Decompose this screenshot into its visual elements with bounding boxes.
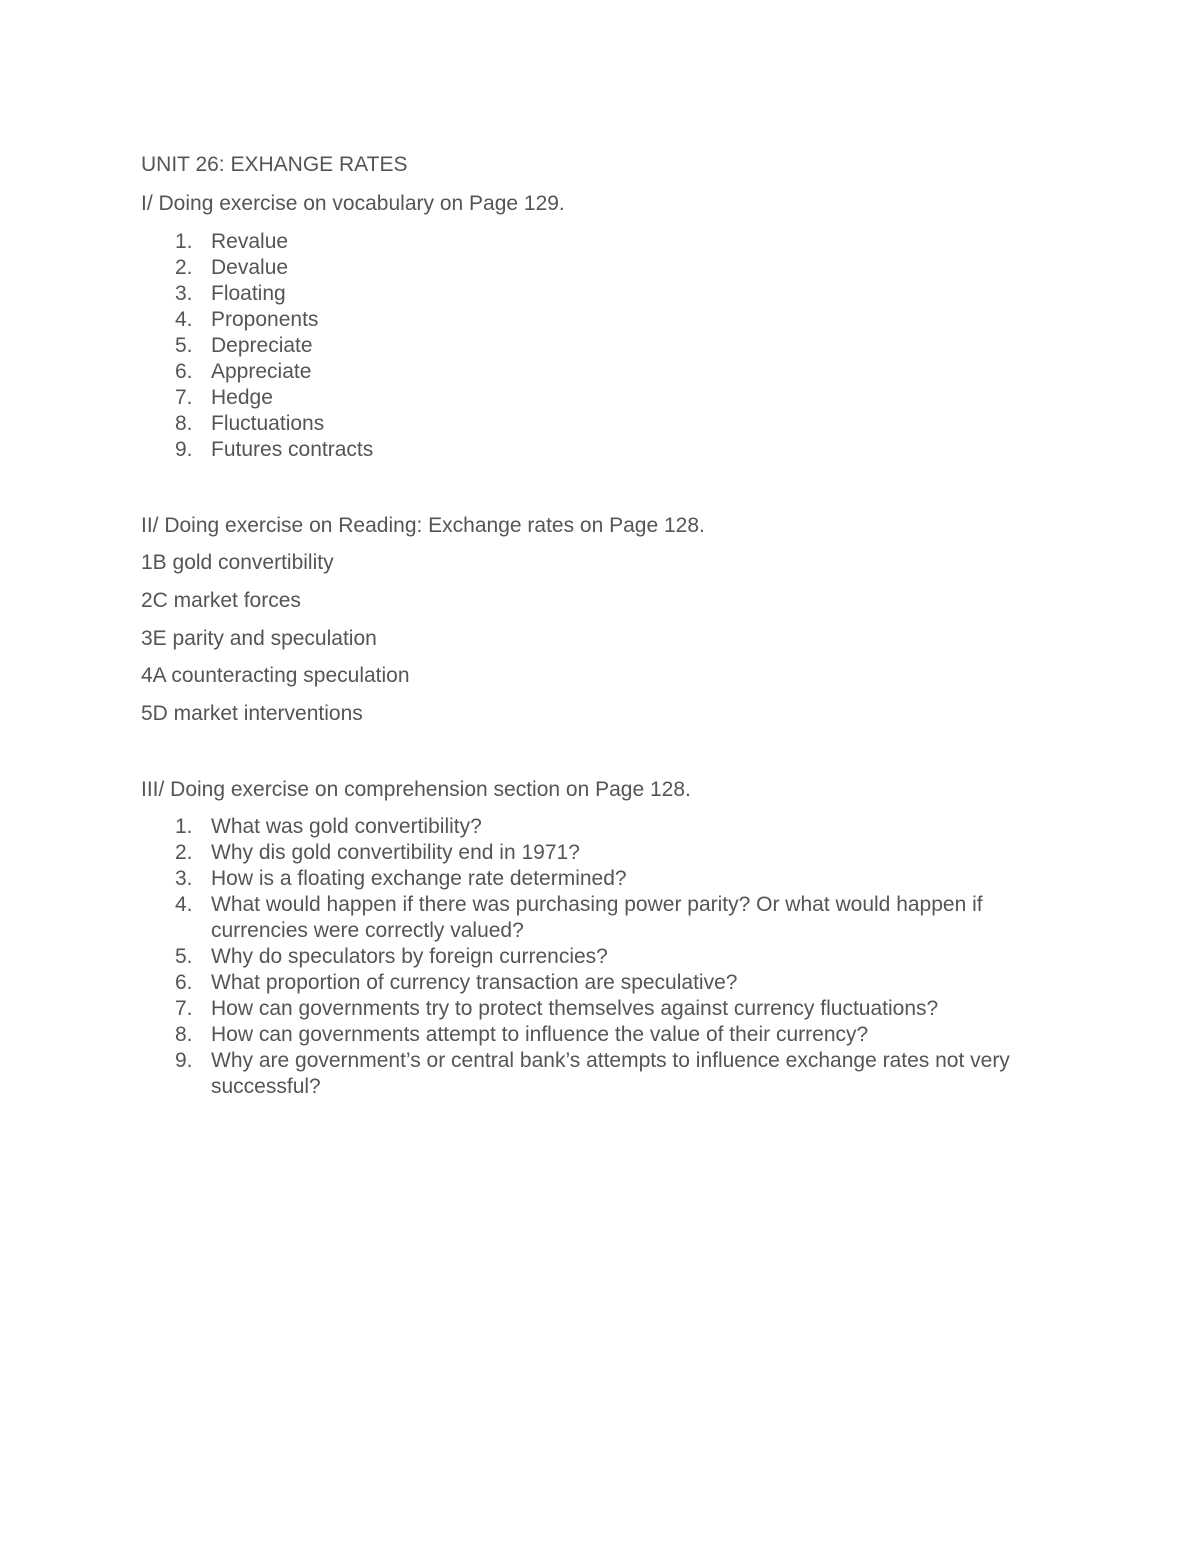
reading-answer: 5D market interventions [141, 702, 363, 725]
reading-answer: 2C market forces [141, 589, 301, 612]
list-item: 2. Devalue [175, 256, 289, 279]
section3-heading: III/ Doing exercise on comprehension section on Page 128. [141, 778, 691, 801]
list-item: 6. What proportion of currency transaction are speculative? [175, 971, 738, 994]
list-item: 5. Depreciate [175, 334, 313, 357]
list-item: 2. Why dis gold convertibility end in 1971? [175, 841, 580, 864]
document-title: UNIT 26: EXHANGE RATES [141, 153, 408, 176]
section2-heading: II/ Doing exercise on Reading: Exchange rates on Page 128. [141, 514, 705, 537]
vocabulary-list [141, 229, 373, 463]
list-item: 3. How is a floating exchange rate determined? [175, 867, 627, 890]
list-item: 8. Fluctuations [175, 412, 325, 435]
list-item: 8. How can governments attempt to influence the value of their currency? [175, 1023, 869, 1046]
list-item: 3. Floating [175, 282, 286, 305]
list-item: 7. How can governments try to protect themselves against currency fluctuations? [175, 997, 939, 1020]
list-item: 4. Proponents [175, 308, 319, 331]
list-item: 5. Why do speculators by foreign currencies? [175, 945, 608, 968]
list-item: 1. What was gold convertibility? [175, 815, 482, 838]
list-item: 7. Hedge [175, 386, 273, 409]
reading-answer: 4A counteracting speculation [141, 664, 410, 687]
comprehension-list [141, 814, 1051, 1100]
reading-answer: 1B gold convertibility [141, 551, 334, 574]
section1-heading: I/ Doing exercise on vocabulary on Page 129. [141, 192, 565, 215]
list-item: 1. Revalue [175, 230, 289, 253]
reading-answer: 3E parity and speculation [141, 627, 377, 650]
list-item: 9. Futures contracts [175, 438, 374, 461]
list-item: 4. What would happen if there was purchasing power parity? Or what would happen if currencies were correctly valued? [175, 893, 983, 942]
list-item: 6. Appreciate [175, 360, 312, 383]
list-item: 9. Why are government’s or central bank’s attempts to influence exchange rates not very successful? [175, 1049, 1010, 1098]
